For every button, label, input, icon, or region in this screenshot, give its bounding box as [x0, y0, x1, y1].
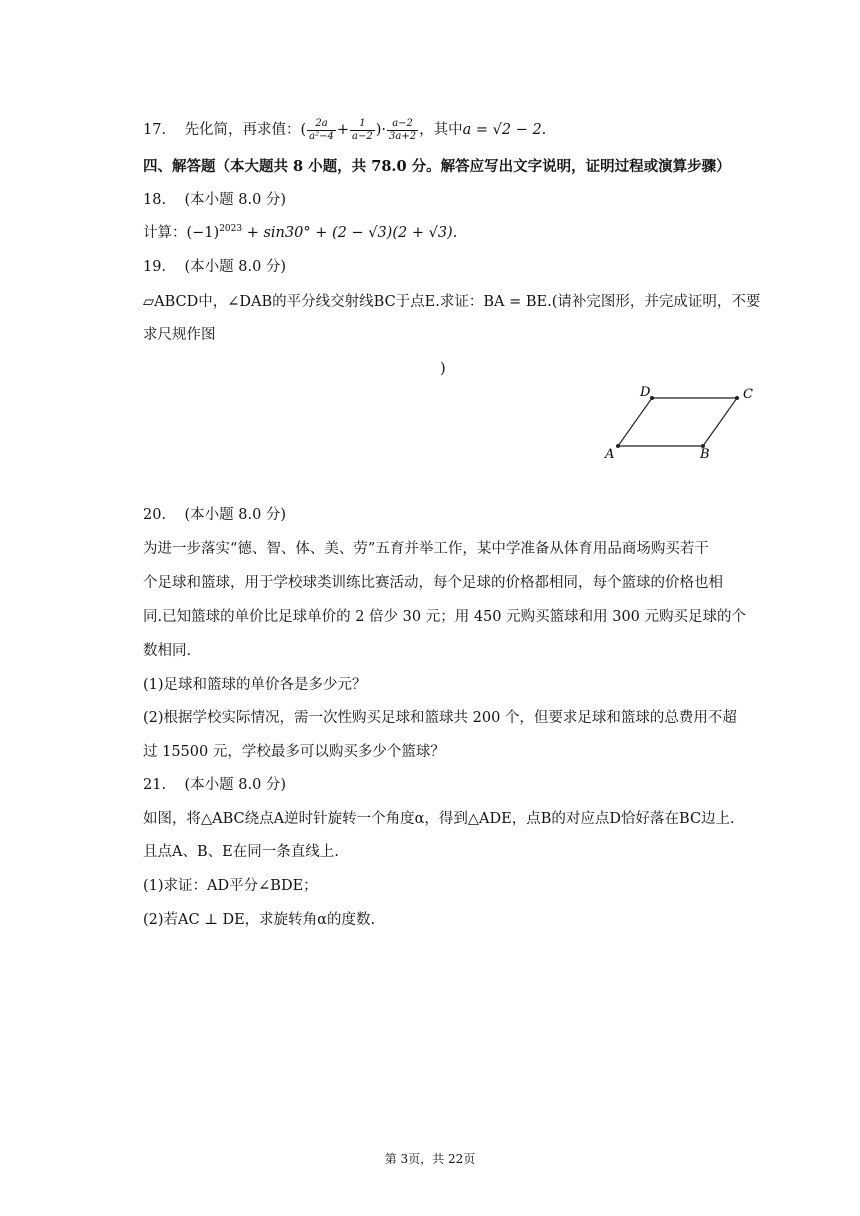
question-19-line-3: ): [440, 361, 446, 377]
question-19-line-2: 求尺规作图: [143, 327, 216, 343]
question-number: 21.: [143, 777, 167, 793]
question-18-header: [143, 193, 286, 208]
question-19-line-1: ▱ABCD中，∠DAB的平分线交射线BC于点E.求证：BA = BE.(请补完图形，并完成证明，不要: [143, 294, 761, 310]
question-score: (本小题 8.0 分): [184, 777, 287, 793]
question-19-header: [143, 260, 286, 275]
parallelogram-figure: [600, 380, 765, 460]
question-21-part-2: (2)若AC ⊥ DE，求旋转角α的度数.: [143, 912, 376, 928]
label-d: D: [640, 385, 651, 400]
parallelogram-shape: [618, 398, 737, 446]
fraction-2: $\frac{1}{a-2}$: [352, 118, 373, 142]
question-number: 17.: [143, 122, 167, 138]
question-21-line-2: 且点A、B、E在同一条直线上.: [143, 844, 339, 860]
question-score: (本小题 8.0 分): [184, 192, 287, 208]
fraction-1: $\frac{2a}{\text{a²−4}}$: [309, 118, 334, 142]
question-number: 18.: [143, 192, 167, 208]
question-20-line-1: 为进一步落实“德、智、体、美、劳”五育并举工作，某中学准备从体育用品商场购买若干: [143, 541, 709, 557]
vertex-d: [650, 396, 654, 400]
vertex-c: [735, 396, 739, 400]
vertex-a: [616, 444, 620, 448]
question-number: 20.: [143, 507, 167, 523]
question-21-part-1: (1)求证：AD平分∠BDE；: [143, 878, 318, 894]
question-21-line-1: 如图，将△ABC绕点A逆时针旋转一个角度α，得到△ADE，点B的对应点D恰好落在BC边上.: [143, 811, 735, 827]
question-20-line-4: 数相同.: [143, 643, 192, 659]
fraction-3: $\frac{a-2}{3a+2}$: [389, 118, 417, 142]
question-score: (本小题 8.0 分): [184, 507, 287, 523]
question-score: (本小题 8.0 分): [184, 259, 287, 275]
question-20-line-2: 个足球和篮球，用于学校球类训练比赛活动，每个足球的价格都相同，每个篮球的价格也相: [143, 575, 723, 591]
question-21-header: [143, 778, 286, 793]
question-20-part-2-cont: 过 15500 元，学校最多可以购买多少个篮球？: [143, 744, 445, 760]
question-18-body: 计算：$(-1)^{2023} + \sin 30^\circ + (2 - √3)(2 + √3)$.: [143, 224, 458, 241]
question-20-header: [143, 508, 286, 523]
question-number: 19.: [143, 259, 167, 275]
label-c: C: [743, 387, 753, 402]
page-footer: 第 3页，共 22页: [384, 1152, 476, 1166]
question-17: 17. 先化简，再求值：( $\frac{2a}{\text{a²−4}}$ + $\frac{1}{a-2}$ )· $\frac{a-2}{3a+2}$ ，其中a = √2 − 2.: [143, 118, 547, 142]
label-a: A: [605, 447, 615, 460]
label-b: B: [700, 447, 710, 460]
question-20-part-1: (1)足球和篮球的单价各是多少元？: [143, 677, 367, 693]
section-heading: 四、解答题（本大题共 8 小题，共 78.0 分。解答应写出文字说明，证明过程或演算步骤）: [143, 158, 731, 175]
question-20-line-3: 同.已知篮球的单价比足球单价的 2 倍少 30 元；用 450 元购买篮球和用 300 元购买足球的个: [143, 609, 747, 625]
question-20-part-2: (2)根据学校实际情况，需一次性购买足球和篮球共 200 个，但要求足球和篮球的总费用不超: [143, 710, 737, 726]
